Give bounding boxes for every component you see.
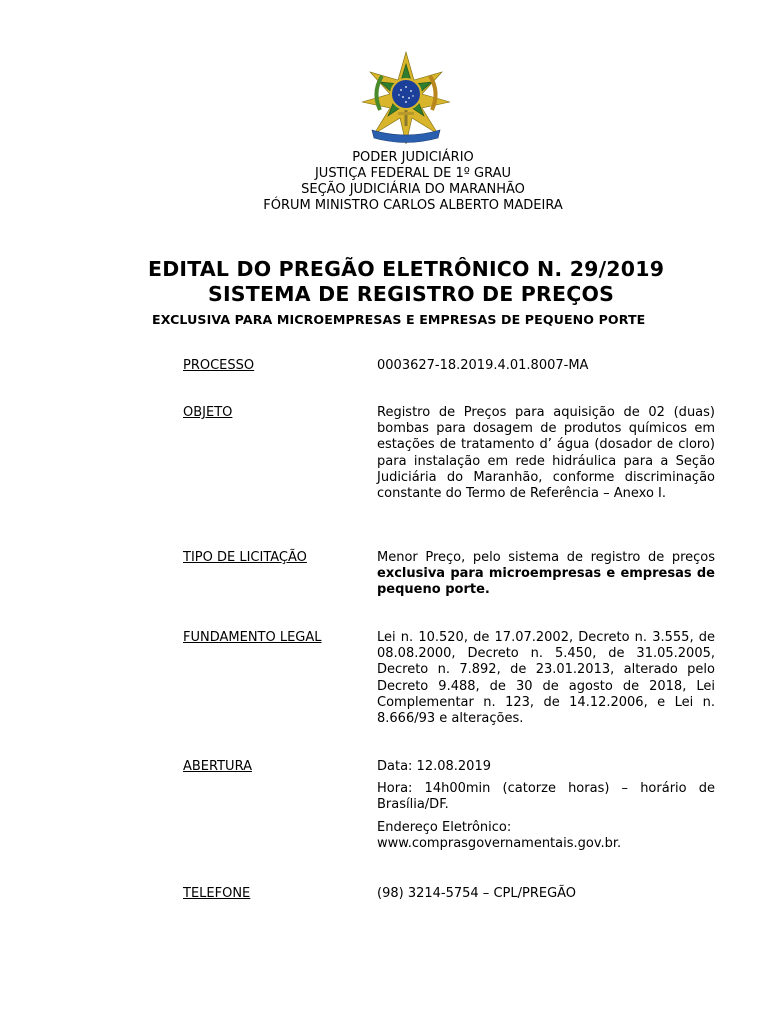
endereco-label: Endereço Eletrônico: — [377, 819, 512, 835]
tipo-licitacao-text: Menor Preço, pelo sistema de registro de preços — [377, 550, 715, 565]
fundamento-legal-value: Lei n. 10.520, de 17.07.2002, Decreto n. 3.555, de 08.08.2000, Decreto n. 5.450, de 31.05.2005, Decreto n. 7.892, de 23.01.2013, alterado pelo Decreto 9.488, de 30 de agosto de 2018, Lei Complementar n. 123, de 14.12.2006, e Lei n. 8.666/93 e alterações. — [377, 630, 715, 727]
document-title: EDITAL DO PREGÃO ELETRÔNICO N. 29/2019 — [148, 257, 665, 281]
processo-label: PROCESSO — [183, 358, 255, 373]
tipo-licitacao-emphasis: exclusiva para microempresas e empresas de pequeno porte. — [377, 566, 715, 598]
abertura-endereco — [377, 820, 715, 852]
objeto-value: Registro de Preços para aquisição de 02 (duas) bombas para dosagem de produtos químicos em estações de tratamento d’ água (dosador de cloro) para instalação em rede hidráulica para a Seção Judiciária do Maranhão, conforme discriminação constante do Termo de Referência – Anexo I. — [377, 405, 715, 502]
brazil-coat-of-arms-seal — [358, 50, 454, 148]
institution-header — [0, 150, 770, 214]
header-line-poder: PODER JUDICIÁRIO — [352, 150, 474, 165]
abertura-value — [377, 759, 715, 852]
document-title-line2: SISTEMA DE REGISTRO DE PREÇOS — [208, 282, 615, 306]
abertura-hora: Hora: 14h00min (catorze horas) – horário de Brasília/DF. — [377, 781, 715, 813]
abertura-data: Data: 12.08.2019 — [377, 759, 491, 774]
endereco-url: www.comprasgovernamentais.gov.br. — [377, 835, 622, 851]
tipo-licitacao-label: TIPO DE LICITAÇÃO — [183, 550, 307, 565]
telefone-value: (98) 3214-5754 – CPL/PREGÃO — [377, 886, 577, 901]
objeto-label: OBJETO — [183, 405, 233, 420]
fundamento-legal-label: FUNDAMENTO LEGAL — [183, 630, 322, 645]
document-subtitle: EXCLUSIVA PARA MICROEMPRESAS E EMPRESAS DE PEQUENO PORTE — [152, 312, 646, 327]
header-line-justica: JUSTIÇA FEDERAL DE 1º GRAU — [314, 166, 512, 181]
tipo-licitacao-value — [377, 550, 715, 599]
abertura-label: ABERTURA — [183, 759, 252, 774]
header-line-secao: SEÇÃO JUDICIÁRIA DO MARANHÃO — [301, 182, 525, 197]
processo-value: 0003627-18.2019.4.01.8007-MA — [377, 358, 589, 373]
header-line-forum: FÓRUM MINISTRO CARLOS ALBERTO MADEIRA — [263, 198, 563, 213]
telefone-label: TELEFONE — [183, 886, 251, 901]
